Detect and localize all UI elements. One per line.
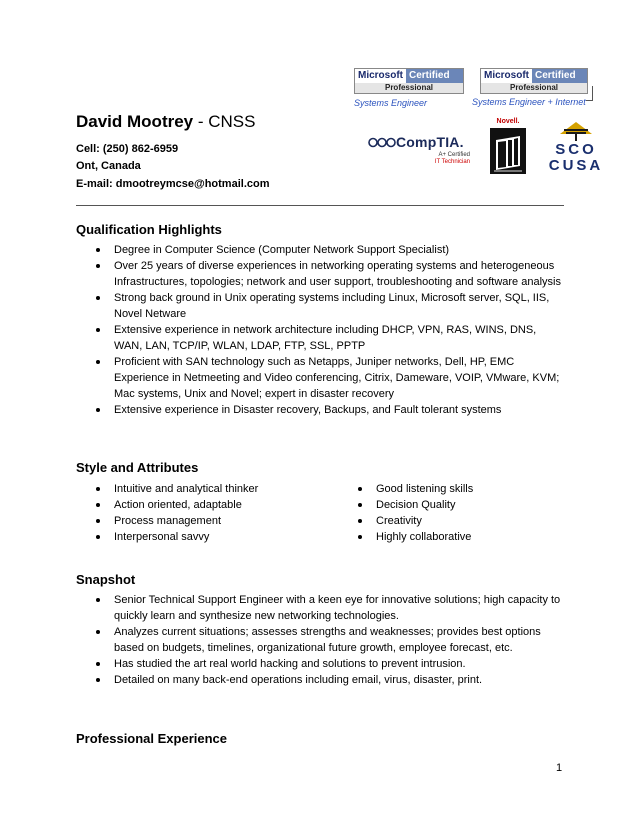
list-item: Senior Technical Support Engineer with a keen eye for innovative solutions; high capacity to quickly learn and synthesize new networking technologies. <box>76 592 566 624</box>
resume-header-name <box>76 112 255 132</box>
sco-cusa-logo <box>546 120 606 178</box>
comptia-cert: A+ Certified <box>438 152 470 158</box>
contact-location: Ont, Canada <box>76 160 141 172</box>
header-divider <box>76 205 564 206</box>
list-item: Action oriented, adaptable <box>76 497 336 513</box>
style-list-left <box>76 481 336 545</box>
section-title-qualification: Qualification Highlights <box>76 222 222 237</box>
list-item: Over 25 years of diverse experiences in networking operating systems and heterogeneous Infrastructures, topologies; network and user support, troubleshooting and software analysis <box>76 258 566 290</box>
comptia-logo <box>368 134 476 174</box>
mc2-level: Professional <box>481 83 587 93</box>
list-item: Process management <box>76 513 336 529</box>
contact-email: E-mail: dmootreymcse@hotmail.com <box>76 178 270 190</box>
logo-frame-line <box>586 86 593 101</box>
mc1-level: Professional <box>355 83 463 93</box>
comptia-tech: IT Technician <box>434 159 470 165</box>
list-item: Highly collaborative <box>338 529 568 545</box>
list-item: Creativity <box>338 513 568 529</box>
novell-badge-icon <box>486 126 530 176</box>
list-item: Intuitive and analytical thinker <box>76 481 336 497</box>
list-item: Has studied the art real world hacking and solutions to prevent intrusion. <box>76 656 566 672</box>
list-item: Strong back ground in Unix operating systems including Linux, Microsoft server, SQL, IIS, Novel Netware <box>76 290 566 322</box>
mc2-title: Systems Engineer + Internet <box>472 97 586 107</box>
novell-word: Novell. <box>496 118 520 125</box>
style-list-right <box>338 481 568 545</box>
mc2-cert: Certified <box>532 69 587 83</box>
list-item: Analyzes current situations; assesses strengths and weaknesses; provides best options based on budgets, timelines, organizational future growth, employee forecast, etc. <box>76 624 566 656</box>
contact-cell: Cell: (250) 862-6959 <box>76 143 179 155</box>
list-item: Interpersonal savvy <box>76 529 336 545</box>
mc1-brand: Microsoft <box>355 69 406 83</box>
candidate-credential: - CNSS <box>193 112 256 131</box>
list-item: Degree in Computer Science (Computer Network Support Specialist) <box>76 242 566 258</box>
list-item: Extensive experience in Disaster recovery, Backups, and Fault tolerant systems <box>76 402 566 418</box>
section-title-style: Style and Attributes <box>76 460 199 475</box>
list-item: Decision Quality <box>338 497 568 513</box>
list-item: Detailed on many back-end operations including email, virus, disaster, print. <box>76 672 566 688</box>
mc1-cert: Certified <box>406 69 463 83</box>
list-item: Good listening skills <box>338 481 568 497</box>
cusa-word: CUSA <box>548 157 604 174</box>
microsoft-certified-logo-1 <box>354 68 464 94</box>
sco-tree-icon <box>546 120 606 142</box>
section-title-snapshot: Snapshot <box>76 572 136 587</box>
page-number: 1 <box>556 762 563 774</box>
novell-logo <box>486 118 530 176</box>
mc2-brand: Microsoft <box>481 69 532 83</box>
list-item: Proficient with SAN technology such as Netapps, Juniper networks, Dell, HP, EMC Experience in Netmeeting and Video conferencing, Citrix, Dameware, VOIP, VMware, KVM; Mac systems, Unix and Novel; expert in disaster recovery <box>76 354 566 402</box>
comptia-word: CompTIA. <box>396 134 464 150</box>
qualification-list <box>76 242 566 418</box>
section-title-experience: Professional Experience <box>76 731 228 746</box>
mc1-title: Systems Engineer <box>354 98 428 108</box>
snapshot-list <box>76 592 566 688</box>
candidate-name: David Mootrey <box>76 112 194 131</box>
microsoft-certified-logo-2 <box>480 68 588 94</box>
list-item: Extensive experience in network architecture including DHCP, VPN, RAS, WINS, DNS, WAN, LAN, TCP/IP, WLAN, LDAP, FTP, SSL, PPTP <box>76 322 566 354</box>
comptia-mark-icon <box>368 136 396 149</box>
sco-word: SCO <box>555 141 597 158</box>
